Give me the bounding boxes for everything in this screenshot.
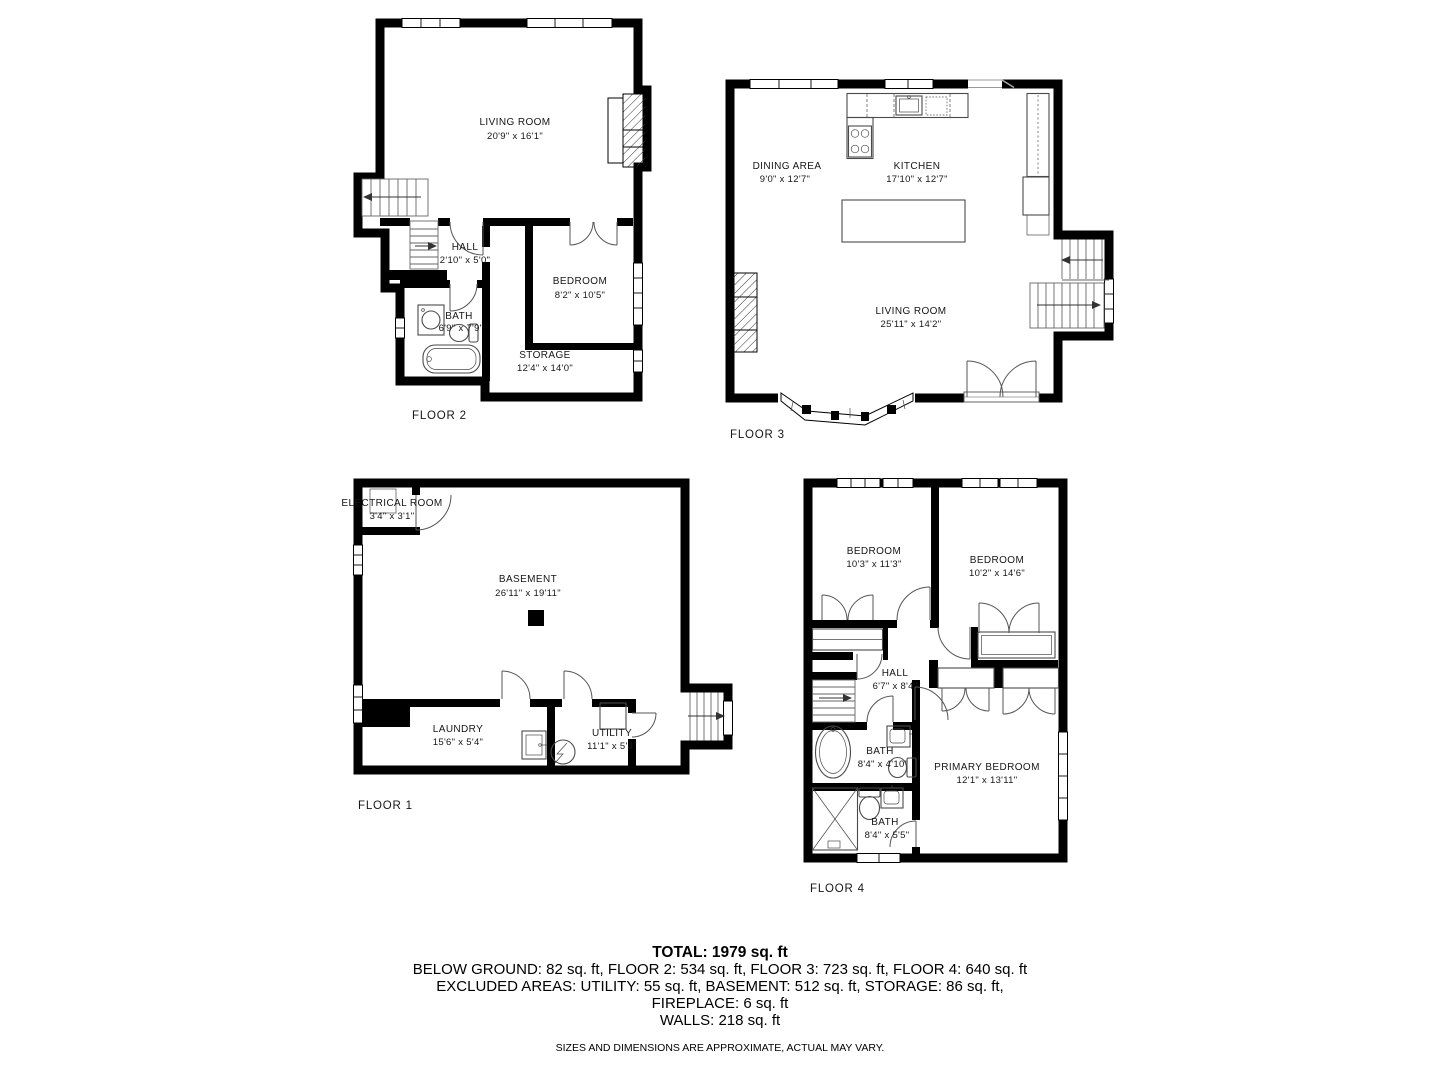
room-dims: 20'9" x 16'1"	[486, 131, 544, 142]
room-dims: 26'11" x 19'11"	[495, 588, 561, 599]
window	[402, 19, 460, 28]
room-name: LAUNDRY	[432, 724, 484, 735]
floor-label: FLOOR 3	[730, 429, 785, 441]
summary-excluded: EXCLUDED AREAS: UTILITY: 55 sq. ft, BASEMENT: 512 sq. ft, STORAGE: 86 sq. ft,	[436, 978, 1004, 995]
room-name: UTILITY	[591, 728, 633, 739]
room-name: BATH	[866, 746, 894, 757]
window	[634, 263, 643, 325]
room-dims: 11'1" x 5'4"	[587, 741, 637, 752]
room-name: BATH	[871, 817, 899, 828]
room-dims: 8'2" x 10'5"	[554, 290, 606, 301]
room-name: HALL	[881, 668, 909, 679]
support-column	[528, 610, 544, 626]
room-dims: 17'10" x 12'7"	[886, 174, 948, 185]
room-name: HALL	[451, 242, 479, 253]
floor-3-plan	[715, 75, 1115, 450]
window	[354, 545, 363, 575]
floor-label: FLOOR 4	[810, 883, 865, 895]
room-name: LIVING ROOM	[875, 306, 947, 317]
summary-by-floor: BELOW GROUND: 82 sq. ft, FLOOR 2: 534 sq. ft, FLOOR 3: 723 sq. ft, FLOOR 4: 640 sq. ft	[412, 961, 1028, 978]
room-name: ELECTRICAL ROOM	[341, 498, 443, 509]
floor-1-plan	[341, 475, 740, 815]
room-name: DINING AREA	[752, 161, 822, 172]
floor1-outer-walls	[358, 483, 728, 770]
summary-disclaimer: SIZES AND DIMENSIONS ARE APPROXIMATE, ACTUAL MAY VARY.	[555, 1042, 885, 1054]
room-dims: 9'0" x 12'7"	[759, 174, 811, 185]
room-name: BEDROOM	[846, 546, 902, 557]
room-name: KITCHEN	[893, 161, 941, 172]
floor-4-plan	[795, 470, 1085, 900]
floor-label: FLOOR 1	[358, 800, 413, 812]
room-dims: 6'9" x 7'9"	[438, 323, 484, 334]
room-dims: 25'11" x 14'2"	[880, 319, 942, 330]
window	[527, 19, 612, 28]
room-dims: 15'6" x 5'4"	[432, 737, 484, 748]
room-name: BASEMENT	[498, 574, 558, 585]
fireplace-icon	[733, 273, 757, 352]
room-dims: 12'1" x 13'11"	[956, 775, 1018, 786]
floor-2-plan	[355, 15, 660, 420]
area-summary	[0, 944, 1440, 1054]
room-name: LIVING ROOM	[479, 117, 551, 128]
room-name: PRIMARY BEDROOM	[934, 762, 1040, 773]
room-name: STORAGE	[519, 350, 571, 361]
window	[750, 80, 838, 89]
window	[354, 685, 363, 723]
summary-walls: WALLS: 218 sq. ft	[659, 1012, 781, 1029]
fireplace-icon	[608, 94, 646, 167]
window	[837, 479, 880, 488]
floor-label: FLOOR 2	[412, 410, 467, 422]
room-dims: 12'4" x 14'0"	[516, 363, 574, 374]
window	[1105, 279, 1114, 323]
summary-fireplace: FIREPLACE: 6 sq. ft	[651, 995, 789, 1012]
room-dims: 10'3" x 11'3"	[846, 559, 902, 570]
room-dims: 10'2" x 14'6"	[968, 568, 1026, 579]
window	[885, 80, 933, 89]
window	[1000, 479, 1037, 488]
room-dims: 3'4" x 3'1"	[369, 511, 415, 522]
room-dims: 6'7" x 8'4"	[872, 681, 918, 692]
room-dims: 2'10" x 5'0"	[439, 255, 491, 266]
summary-total: TOTAL: 1979 sq. ft	[652, 944, 788, 961]
room-dims: 8'4" x 5'5"	[864, 830, 910, 841]
stairs-icon	[813, 680, 856, 722]
window	[857, 854, 900, 863]
floor3-outer-walls	[730, 84, 1109, 398]
room-name: BATH	[445, 311, 473, 322]
room-name: BEDROOM	[552, 276, 608, 287]
room-name: BEDROOM	[969, 555, 1025, 566]
room-dims: 8'4" x 4'10"	[857, 759, 909, 770]
